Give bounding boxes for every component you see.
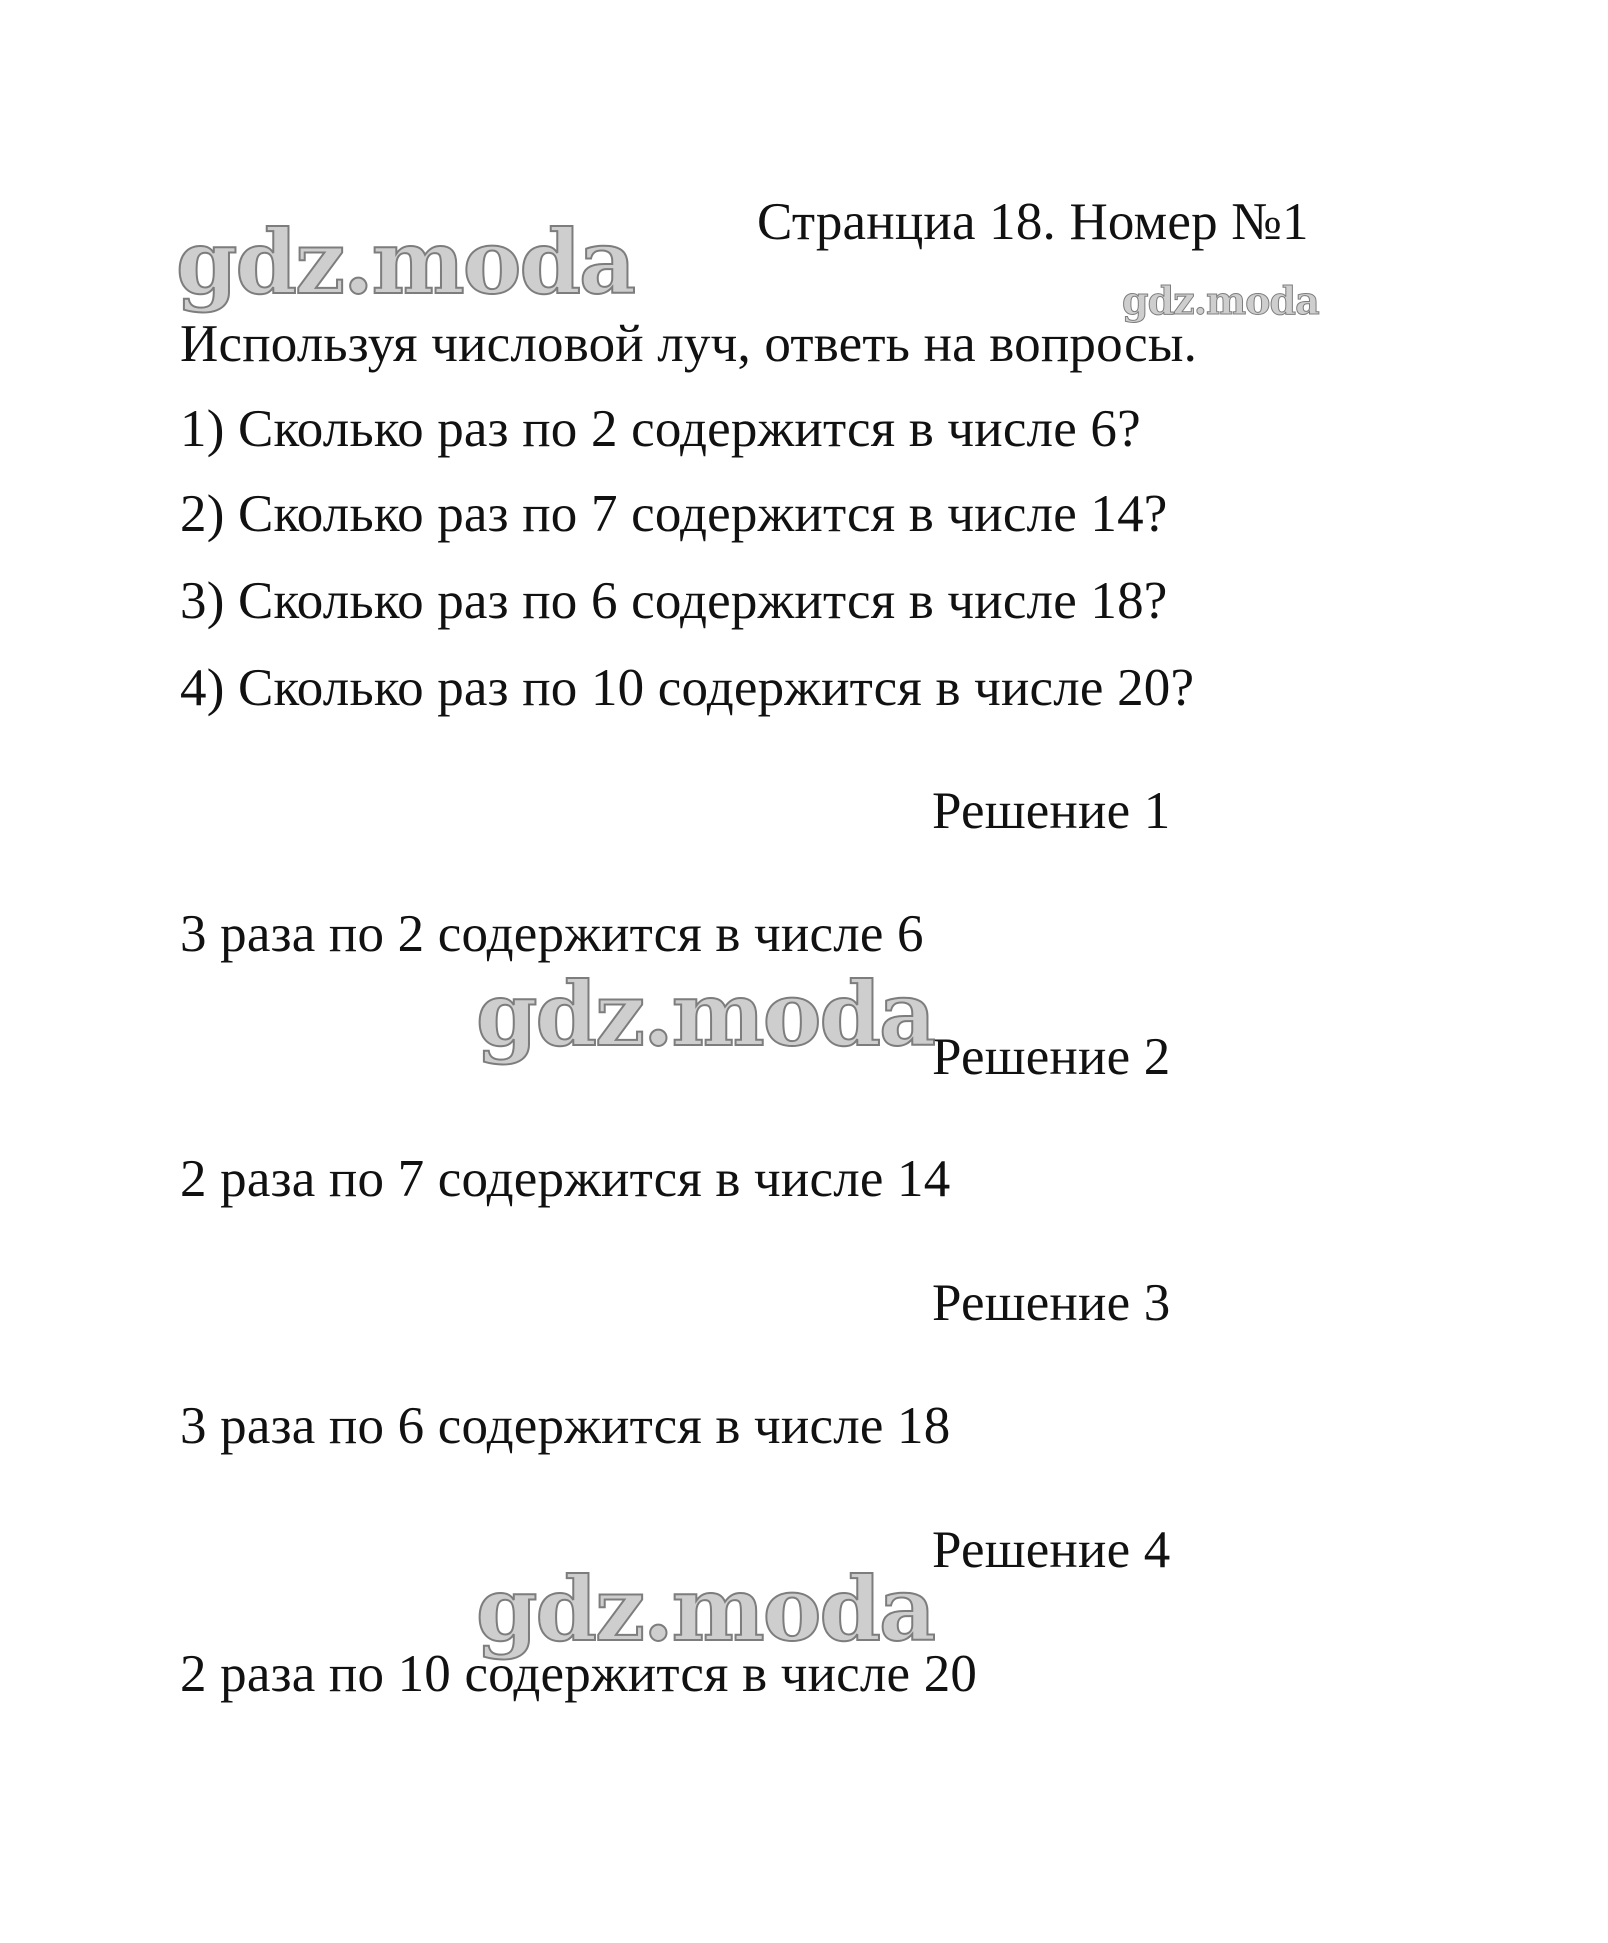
solution-answer-4: 2 раза по 10 содержится в числе 20 (180, 1645, 978, 1703)
task-instruction: Используя числовой луч, ответь на вопросы. (180, 315, 1198, 373)
solution-answer-3: 3 раза по 6 содержится в числе 18 (180, 1397, 951, 1455)
question-4: 4) Сколько раз по 10 содержится в числе 20? (180, 659, 1195, 717)
solution-answer-1: 3 раза по 2 содержится в числе 6 (180, 905, 924, 963)
question-1: 1) Сколько раз по 2 содержится в числе 6? (180, 400, 1141, 458)
watermark-logo-small: gdz.moda (1122, 278, 1319, 323)
solution-heading-1: Решение 1 (932, 782, 1171, 840)
question-2: 2) Сколько раз по 7 содержится в числе 14? (180, 485, 1168, 543)
watermark-logo: gdz.moda (176, 210, 635, 314)
page-title: Странциа 18. Номер №1 (757, 193, 1309, 251)
solution-heading-2: Решение 2 (932, 1028, 1171, 1086)
question-3: 3) Сколько раз по 6 содержится в числе 18? (180, 572, 1168, 630)
solution-heading-4: Решение 4 (932, 1521, 1171, 1579)
solution-answer-2: 2 раза по 7 содержится в числе 14 (180, 1150, 951, 1208)
watermark-logo: gdz.moda (476, 962, 935, 1066)
solution-heading-3: Решение 3 (932, 1274, 1171, 1332)
watermark-logo: gdz.moda (476, 1557, 935, 1661)
